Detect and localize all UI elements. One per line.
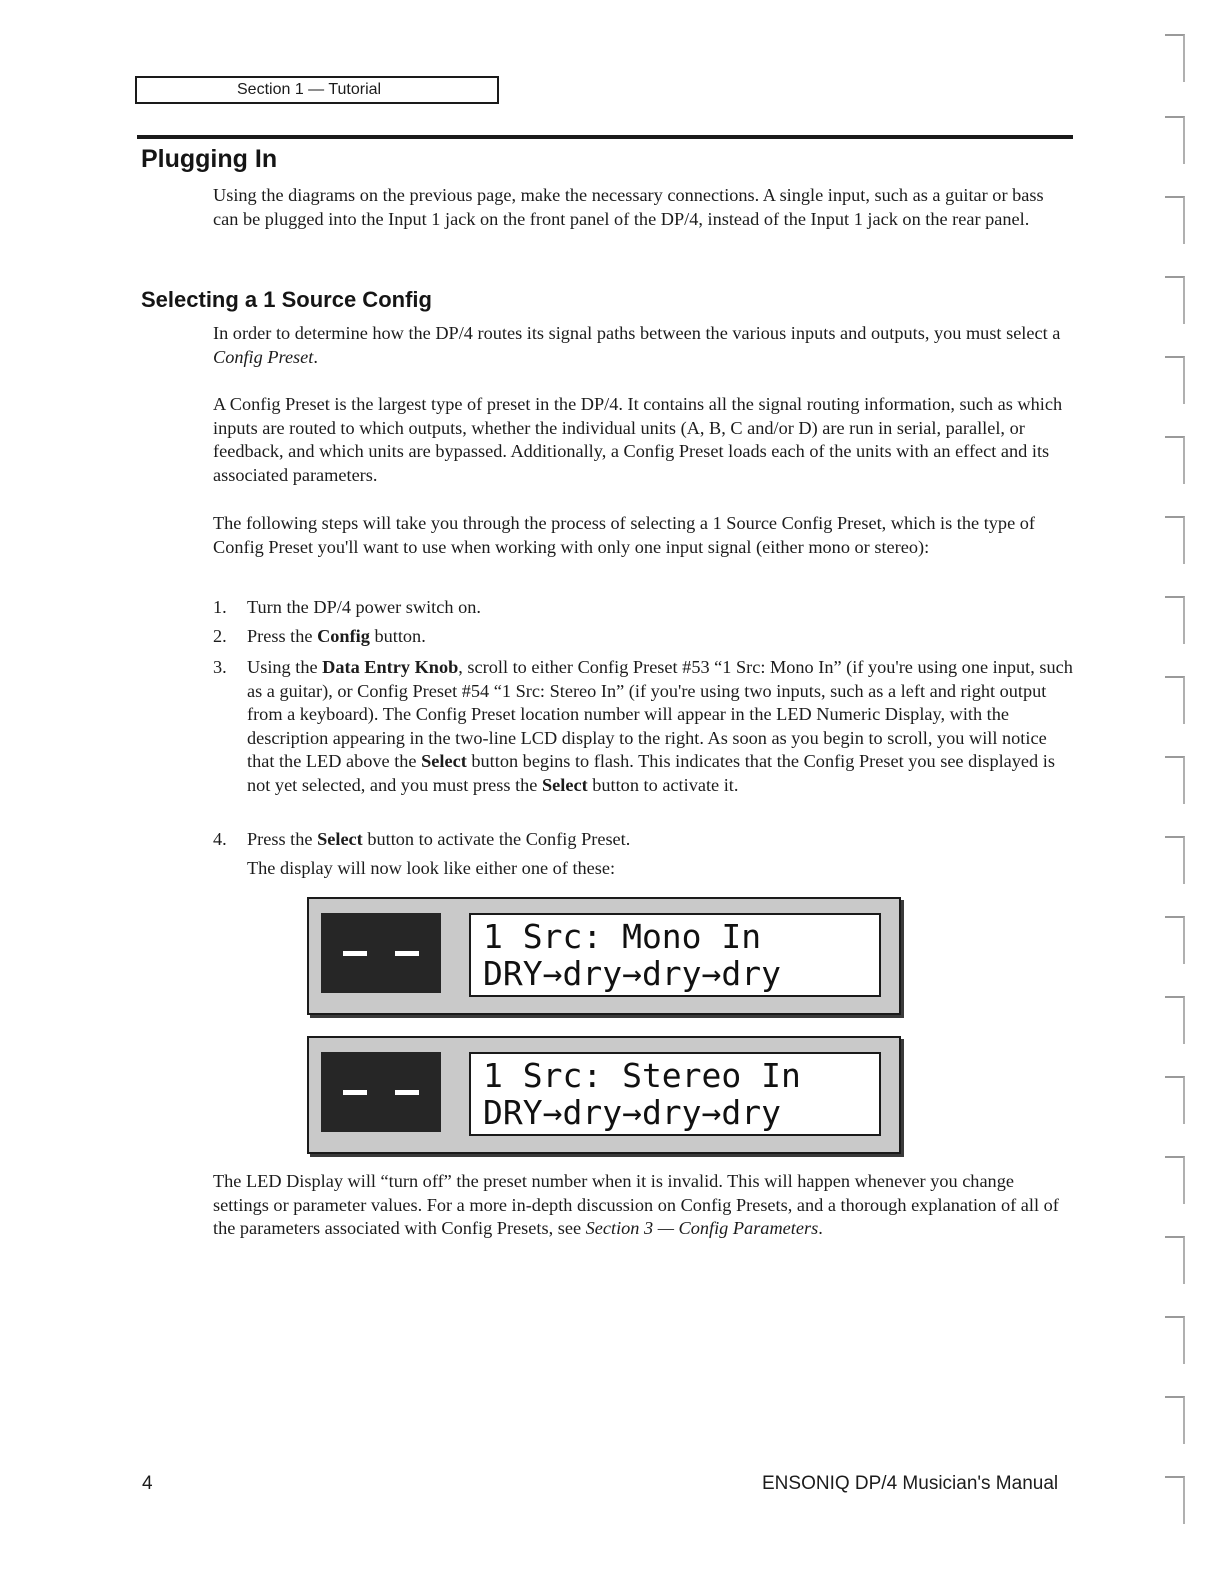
binding-ring-icon — [1165, 276, 1185, 324]
closing-paragraph: The LED Display will “turn off” the preset number when it is invalid. This will happen whenever you change settings or parameter values. For a more in-depth discussion on Config Presets, and a thorough explanation of all of the parameters associated with Config Presets, see Section 3 — Config Parameters. — [213, 1171, 1059, 1238]
header-rule — [137, 135, 1073, 139]
step-3-number: 3. — [213, 657, 227, 677]
led-numeric-display — [321, 1052, 441, 1132]
binding-ring-icon — [1165, 756, 1185, 804]
binding-ring-icon — [1165, 196, 1185, 244]
lcd-display-mono — [307, 897, 901, 1015]
binding-ring-icon — [1165, 1396, 1185, 1444]
step-1-text: Turn the DP/4 power switch on. — [247, 597, 481, 617]
step-4-note: The display will now look like either one of these: — [247, 858, 616, 878]
plugging-paragraph: Using the diagrams on the previous page, make the necessary connections. A single input, such as a guitar or bass can be plugged into the Input 1 jack on the front panel of the DP/4, instead of the Input 1 jack on the rear panel. — [213, 185, 1044, 229]
led-numeric-display — [321, 913, 441, 993]
led-dash-icon — [343, 1090, 367, 1095]
step-1-number: 1. — [213, 597, 227, 617]
step-4-number: 4. — [213, 829, 227, 849]
lcd-line-2: DRY→dry→dry→dry — [483, 954, 782, 993]
binding-ring-icon — [1165, 596, 1185, 644]
binding-ring-icon — [1165, 1236, 1185, 1284]
led-dash-icon — [395, 1090, 419, 1095]
binding-ring-icon — [1165, 516, 1185, 564]
binding-ring-icon — [1165, 836, 1185, 884]
binding-ring-icon — [1165, 356, 1185, 404]
led-dash-icon — [395, 951, 419, 956]
heading-plugging-in: Plugging In — [141, 145, 278, 173]
binding-ring-icon — [1165, 436, 1185, 484]
led-dash-icon — [343, 951, 367, 956]
lcd-display-stereo — [307, 1036, 901, 1154]
page-number: 4 — [142, 1473, 153, 1494]
binding-ring-icon — [1165, 916, 1185, 964]
selecting-paragraph-1: In order to determine how the DP/4 routes its signal paths between the various inputs and outputs, you must select a Config Preset. — [213, 323, 1061, 367]
binding-ring-icon — [1165, 34, 1185, 82]
binding-ring-icon — [1165, 1476, 1185, 1524]
lcd-screen — [469, 913, 881, 997]
binding-ring-icon — [1165, 1156, 1185, 1204]
step-4-text: Press the Select button to activate the Config Preset. — [247, 829, 631, 849]
binding-ring-icon — [1165, 996, 1185, 1044]
heading-selecting-config: Selecting a 1 Source Config — [141, 287, 432, 312]
selecting-paragraph-2: A Config Preset is the largest type of preset in the DP/4. It contains all the signal routing information, such as which inputs are routed to which outputs, whether the individual units (A, B, C and/or D) are run in serial, parallel, or feedback, and which units are bypassed. Additionally, a Config Preset loads each of the units with an effect and its associated parameters. — [213, 394, 1063, 485]
lcd-line-1: 1 Src: Mono In — [483, 917, 762, 956]
step-2-number: 2. — [213, 626, 227, 646]
binding-ring-icon — [1165, 676, 1185, 724]
manual-title: ENSONIQ DP/4 Musician's Manual — [762, 1473, 1059, 1494]
selecting-paragraph-3: The following steps will take you through the process of selecting a 1 Source Config Preset, which is the type of Config Preset you'll want to use when working with only one input signal (either mono or stereo): — [213, 513, 1035, 557]
binding-ring-icon — [1165, 1076, 1185, 1124]
section-tab: Section 1 — Tutorial — [135, 76, 499, 104]
lcd-screen — [469, 1052, 881, 1136]
step-3-text: Using the Data Entry Knob, scroll to either Config Preset #53 “1 Src: Mono In” (if you're using one input, such as a guitar), or Config Preset #54 “1 Src: Stereo In” (if you're using two inputs, such as a left and right output from a keyboard). The Config Preset location number will appear in the LED Numeric Display, with the description appearing in the two-line LCD display to the right. As soon as you begin to scroll, you will notice that the LED above the Select button begins to flash. This indicates that the Config Preset you see displayed is not yet selected, and you must press the Select button to activate it. — [247, 657, 1073, 795]
lcd-line-1: 1 Src: Stereo In — [483, 1056, 801, 1095]
binding-ring-icon — [1165, 1316, 1185, 1364]
lcd-line-2: DRY→dry→dry→dry — [483, 1093, 782, 1132]
binding-ring-icon — [1165, 116, 1185, 164]
step-2-text: Press the Config button. — [247, 626, 426, 646]
